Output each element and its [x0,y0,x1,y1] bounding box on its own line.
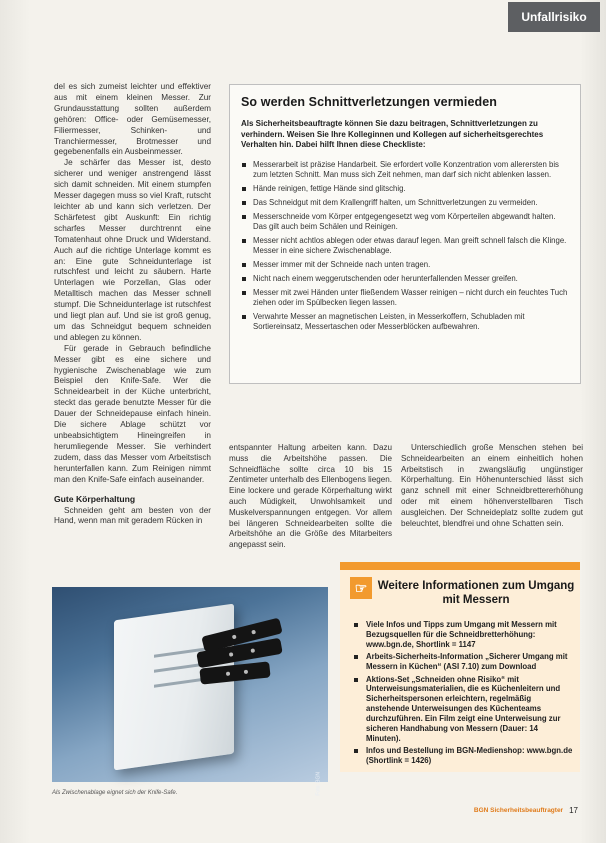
paragraph: Unterschiedlich große Menschen stehen bei Schneidearbeiten an einem einheitlich hohen Arbeitstisch in zwangsläufig ungünstiger Körperhaltung. Ein Höhenunterschied lässt sich ganz schnell mit einer Schneidbrettererhöhung oder mit einem höhenverstellbaren Tisch ausgleichen. Der Schneideplatz sollte zudem gut beleuchtet, blendfrei und ohne Schatten sein. [401,443,583,528]
info-box-stripe [340,562,580,570]
checklist-item: Nicht nach einem weggerutschenden oder herunterfallenden Messer greifen. [241,274,569,284]
magazine-name: BGN Sicherheitsbeauftragter [473,807,564,814]
info-item: Aktions-Set „Schneiden ohne Risiko“ mit Unterweisungsmaterialien, die es Küchenleitern und Sicherheitspersonen erleichtern, regelmäßig anstehende Unterweisungen des Küchenteams durchzuführen. Ein Film zeigt eine Unterweisung zur sicheren Handhabung von Messern (Dauer: 14 Minuten). [354,675,574,744]
pointing-hand-icon: ☞ [350,577,372,599]
bullet-icon [242,239,246,243]
article-column-1 [54,82,211,527]
checklist-item: Hände reinigen, fettige Hände sind glitschig. [241,184,569,194]
page-number: 17 [569,806,578,815]
checklist-item: Messer nicht achtlos ablegen oder etwas darauf legen. Man greift schnell falsch die Klinge. Messer in eine sichere Zwischenablage. [241,236,569,256]
info-item: Viele Infos und Tipps zum Umgang mit Messern mit Bezugsquellen für die Schneidbretterhöhung: www.bgn.de, Shortlink = 1147 [354,620,574,650]
checklist-intro: Als Sicherheitsbeauftragte können Sie dazu beitragen, Schnittverletzungen zu verhindern. Weisen Sie Ihre Kolleginnen und Kollegen auf sicherheitsgerechtes Verhalten hin. Dabei hilft Ihnen diese Checkliste: [241,119,544,150]
info-box-title: Weitere Informationen zum Umgang mit Messern [377,580,575,606]
info-box [340,562,580,772]
bullet-icon [242,215,246,219]
page-footer [474,806,578,815]
article-column-2 [229,443,392,551]
bullet-icon [242,201,246,205]
section-heading: Gute Körperhaltung [54,493,136,504]
info-item: Infos und Bestellung im BGN-Medienshop: www.bgn.de (Shortlink = 1426) [354,746,574,766]
bullet-icon [242,277,246,281]
bullet-icon [242,187,246,191]
paragraph: Für gerade in Gebrauch befindliche Messer gibt es eine sichere und hygienische Zwischenablage wie zum Beispiel den Knife-Safe. Wer die Schneidearbeit in der Küche unterbricht, steckt das gerade benutzte Messer für die Dauer der Schneidepause einfach hinein. Die sichere Ablage schützt vor unbeabsichtigtem Hineingreifen in herumliegende Messer. Sie verhindert zudem, dass das Messer vom Arbeitstisch herunterfallen kann. Zum Reinigen nimmt man den Knife-Safe einfach auseinander. [54,343,211,484]
paragraph: entspannter Haltung arbeiten kann. Dazu muss die Arbeitshöhe passen. Die Schneidfläche sollte circa 10 bis 15 Zentimeter unterhalb des Ellenbogens liegen. Eine lockere und gerade Körperhaltung wirkt auch Müdigkeit, Unwohlsamkeit und Muskelverspannungen entgegen. Vor allem bei längeren Schneidearbeiten sollte die Arbeitshöhe an die Größe des Mitarbeiters angepasst sein. [229,443,392,550]
photo-credit: Foto: BGN [316,772,322,796]
checklist-item: Das Schneidgut mit dem Krallengriff halten, um Schnittverletzungen zu vermeiden. [241,198,569,208]
paragraph: Je schärfer das Messer ist, desto sicherer und weniger anstrengend lässt sich damit schneiden. Mit einem stumpfen Messer dagegen muss so viel Kraft, rutscht leichter ab und kann sich verletzen. Der Schärfetest gibt Auskunft: Ein richtig scharfes Messer durchtrennt eine Tomatenhaut ohne Druck und Widerstand. Auch auf die richtige Unterlage kommt es an: Eine gute Schneidunterlage ist rutschfest und leicht zu säubern. Harte Unterlagen wie Porzellan, Glas oder Metalltisch machen das Messer schnell stumpf. Die Schneidunterlage ist rutschfest und liegt plan auf. Und sie ist groß genug, um das Schneidgut bequem schneiden und ablegen zu können. [54,158,211,342]
info-box-list [354,620,574,769]
bullet-icon [242,315,246,319]
bullet-icon [242,291,246,295]
checklist-item: Messerschneide vom Körper entgegengesetzt weg vom Körperteilen abgewandt halten. Das gilt auch beim Schälen und Reinigen. [241,212,569,232]
bullet-icon [354,678,358,682]
checklist-item: Messer immer mit der Schneide nach unten tragen. [241,260,569,270]
bullet-icon [354,623,358,627]
bullet-icon [354,655,358,659]
checklist-list [241,160,569,332]
checklist-item: Messerarbeit ist präzise Handarbeit. Sie erfordert volle Konzentration vom allerersten bis zum letzten Schnitt. Man muss sich Zeit nehmen, man darf sich nicht ablenken lassen. [241,160,569,180]
checklist-item: Verwahrte Messer an magnetischen Leisten, in Messerkoffern, Schubladen mit Sortiereinsatz, Messertaschen oder Messerblöcken aufbewahren. [241,312,569,332]
bullet-icon [354,749,358,753]
photo-caption: Als Zwischenablage eignet sich der Knife-Safe. [52,790,178,796]
info-item: Arbeits-Sicherheits-Information „Sicherer Umgang mit Messern in Küchen“ (ASI 7.10) zum Download [354,652,574,672]
paragraph: del es sich zumeist leichter und effektiver aus mit einem kleinen Messer. Zur Grundausstattung sollten außerdem gehören: Office- oder Gemüsemesser, Filiermesser, Schinken- und Tranchiermesser, Brotmesser und gegebenenfalls ein Ausbeinmesser. [54,82,211,157]
article-column-3 [401,443,583,529]
section-tab: Unfallrisiko [508,2,600,32]
checklist-box [229,84,581,384]
checklist-item: Messer mit zwei Händen unter fließendem Wasser reinigen – nicht durch ein feuchtes Tuch ziehen oder im Spülbecken liegen lassen. [241,288,569,308]
bullet-icon [242,163,246,167]
paragraph: Schneiden geht am besten von der Hand, wenn man mit geradem Rücken in [54,505,211,526]
knife-block [114,604,234,771]
bullet-icon [242,263,246,267]
checklist-title: So werden Schnittverletzungen vermieden [241,95,498,109]
